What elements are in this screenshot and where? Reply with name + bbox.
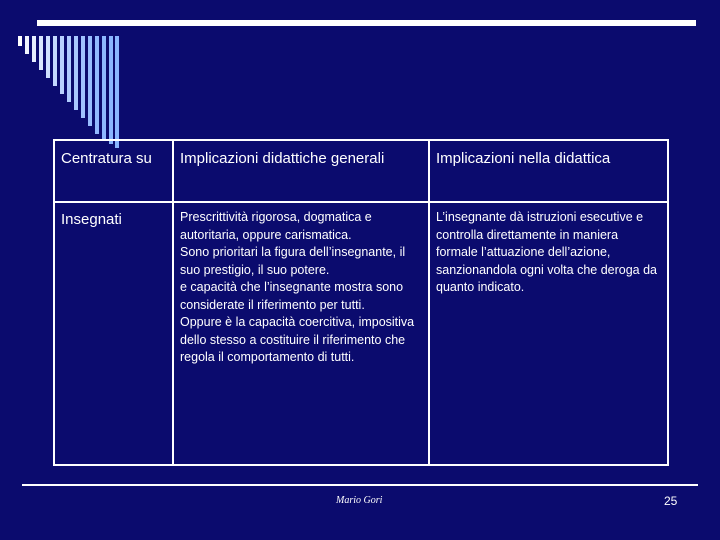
row-label: Insegnati xyxy=(54,202,173,465)
paragraph: Prescrittività rigorosa, dogmatica e autoritaria, oppure carismatica. xyxy=(180,210,372,242)
bar xyxy=(25,36,29,54)
bottom-rule xyxy=(22,484,698,486)
paragraph: e capacità che l’insegnante mostra sono considerate il riferimento per tutti. xyxy=(180,280,404,312)
paragraph: Oppure è la capacità coercitiva, impositiva dello stesso a costituire il riferimento che regola il comportamento di tutti. xyxy=(180,315,415,364)
decorative-bars xyxy=(0,0,720,160)
bar xyxy=(102,36,106,140)
header-cell-implicazioni-generali: Implicazioni didattiche generali xyxy=(173,140,429,202)
row-implicazioni-generali xyxy=(173,202,429,465)
bar xyxy=(67,36,71,102)
row-implicazioni-didattica: L’insegnante dà istruzioni esecutive e controlla direttamente in maniera formale l’attuazione dell’azione, sanzionandola ogni volta che deroga da quanto indicato. xyxy=(429,202,668,465)
footer-author: Mario Gori xyxy=(336,495,383,506)
bar xyxy=(109,36,113,144)
bar xyxy=(88,36,92,126)
bar xyxy=(46,36,50,78)
bar xyxy=(32,36,36,62)
paragraph: Sono prioritari la figura dell’insegnante, il suo prestigio, il suo potere. xyxy=(180,245,406,277)
table-row xyxy=(54,202,668,465)
bar xyxy=(18,36,22,46)
header-row xyxy=(54,140,668,202)
bar xyxy=(95,36,99,134)
header-cell-implicazioni-didattica: Implicazioni nella didattica xyxy=(429,140,668,202)
page-number: 25 xyxy=(664,494,678,508)
bar xyxy=(39,36,43,70)
bar xyxy=(81,36,85,118)
bar xyxy=(53,36,57,86)
bar xyxy=(60,36,64,94)
header-cell-centratura: Centratura su xyxy=(54,140,173,202)
bar xyxy=(115,36,119,148)
content-table xyxy=(53,139,669,466)
bar xyxy=(74,36,78,110)
